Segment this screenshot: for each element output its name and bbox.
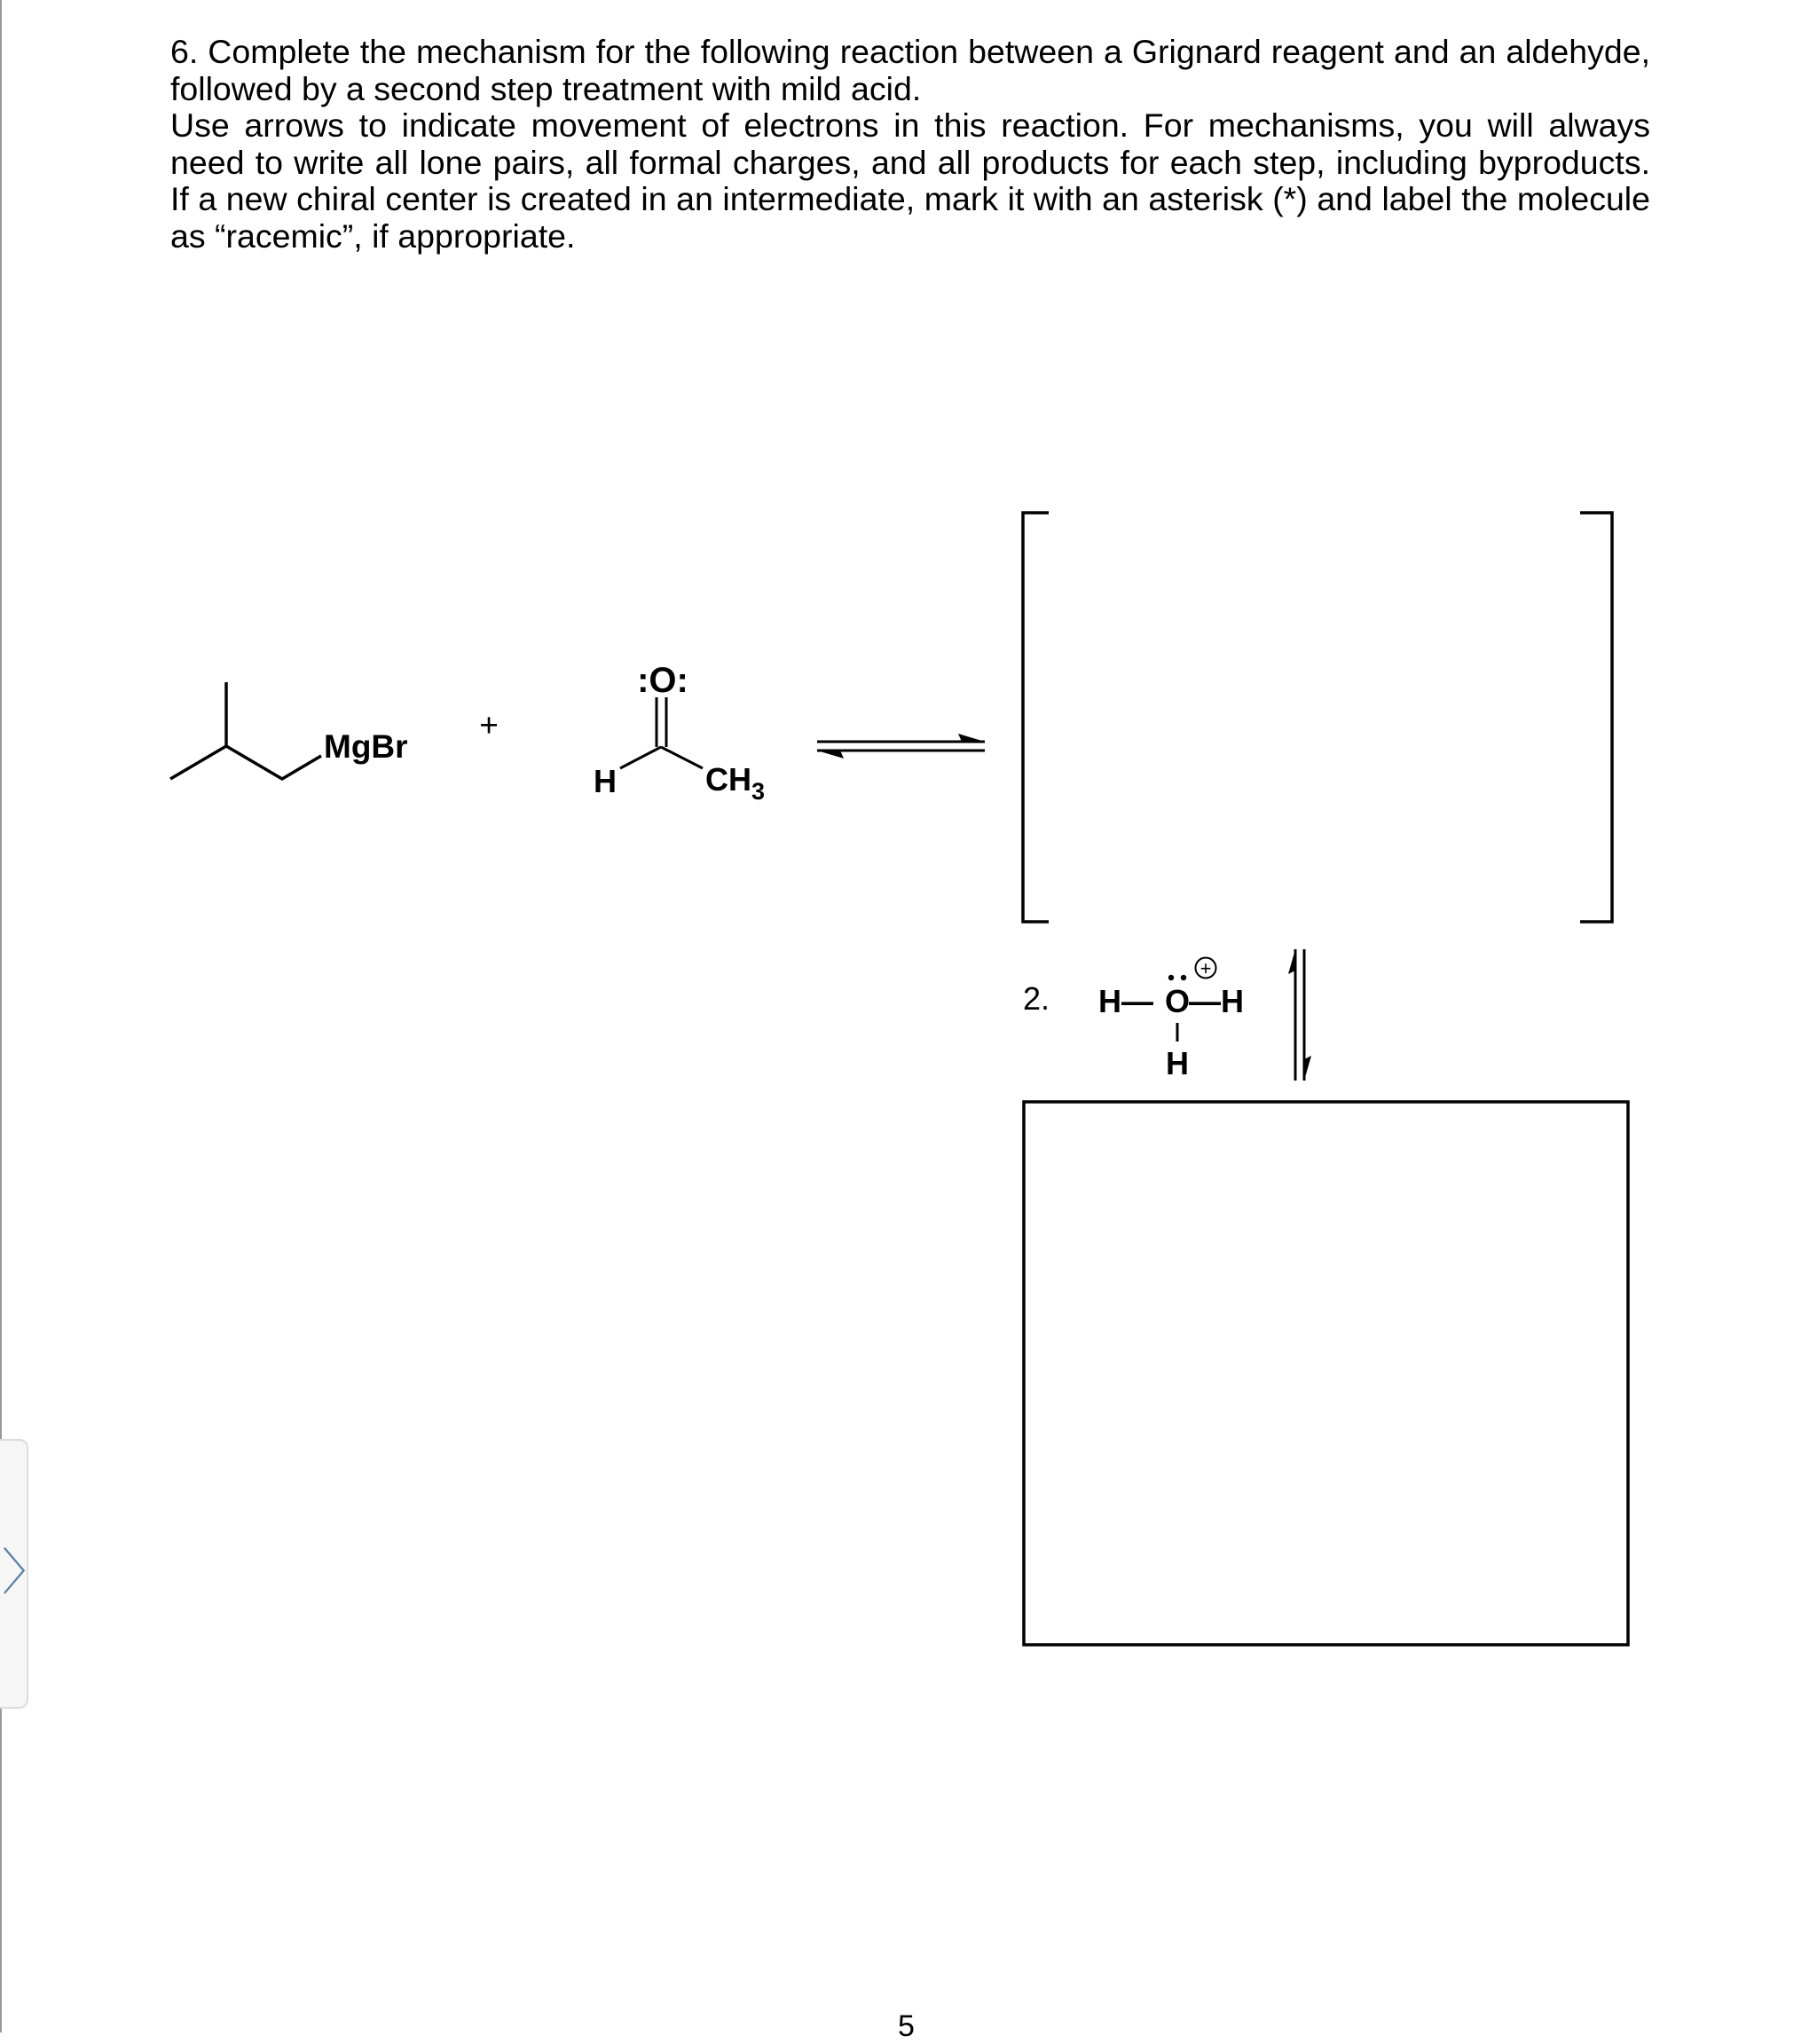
aldehyde-ch3-label: [705, 761, 765, 805]
left-bracket: [1023, 513, 1049, 922]
aldehyde-ch3-bond: [661, 747, 703, 768]
reaction-scheme: [2, 0, 1817, 2032]
hydronium-right-h: —H: [1189, 983, 1244, 1019]
aldehyde-h-label: H: [594, 763, 617, 799]
equilibrium-arrow: [817, 734, 985, 759]
grignard-skeleton: [170, 746, 321, 779]
aldehyde-oxygen: :O:: [637, 661, 688, 700]
hydronium-ion: [1098, 957, 1244, 1081]
plus-sign: +: [479, 707, 499, 743]
hydronium-oxygen: O: [1164, 983, 1191, 1019]
ch3-main: CH: [705, 761, 751, 798]
page-number: 5: [898, 2009, 915, 2043]
right-bracket: [1580, 513, 1612, 922]
intermediate-brackets: [1023, 513, 1612, 922]
chevron-right-icon: 〉: [2, 1545, 51, 1602]
grignard-mgbr-label: MgBr: [324, 728, 408, 765]
ch3-subscript: 3: [751, 778, 766, 805]
aldehyde: [594, 661, 765, 805]
next-page-tab[interactable]: [0, 1439, 51, 1709]
question-paragraph-2: Use arrows to indicate movement of electrons in this reaction. For mechanisms, you will always need to write all lone pairs, all formal charges, and all products for each step, including byproducts. If a new chiral center is created in an intermediate, mark it with an asterisk (*) and label the molecule as “racemic”, if appropriate.: [170, 106, 1650, 255]
grignard-reagent: [170, 682, 408, 779]
aldehyde-h-bond: [620, 747, 661, 768]
hydronium-left-h: H—: [1098, 983, 1153, 1019]
lone-pair-dot-1: [1168, 975, 1174, 980]
vertical-equilibrium-arrow: [1288, 949, 1311, 1081]
question-paragraph-1: 6. Complete the mechanism for the following reaction between a Grignard reagent and an aldehyde, followed by a second step treatment with mild acid.: [170, 33, 1650, 107]
hydronium-bottom-h: H: [1166, 1045, 1189, 1081]
lone-pair-dot-2: [1181, 975, 1186, 980]
formal-charge-plus: +: [1200, 957, 1212, 979]
step-2-label: 2.: [1023, 980, 1050, 1017]
answer-box[interactable]: [1024, 1102, 1628, 1645]
